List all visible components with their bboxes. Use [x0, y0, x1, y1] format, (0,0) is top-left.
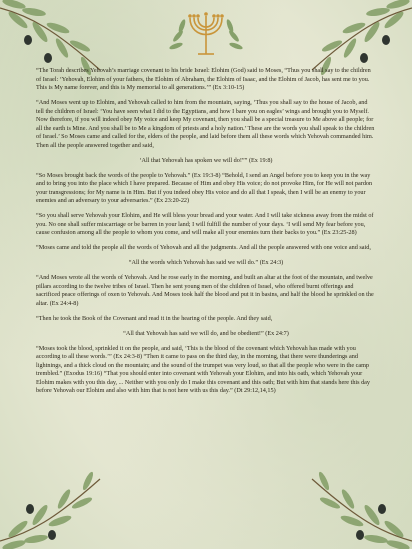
paragraph-angel: “So Moses brought back the words of the people to Yehovah.” (Ex 19:3-8) “Behold, I send an Angel before you to keep you in the way and to bring you into the place which I have prepared. Because of Him and obey His voice; do not provoke Him, for He will not pardon your transgressions; for My name is in Him. But if you indeed obey His voice and do all that I speak, then I will be an enemy to your enemies and an adversary to your adversaries.” (Ex 23:20-22)	[36, 171, 373, 205]
scripture-text	[36, 67, 376, 402]
paragraph-serve-yehovah: “So you shall serve Yehovah your Elohim, and He will bless your bread and your water. And I will take sickness away from the midst of you. No one shall suffer miscarriage or be barren in your land; I will fulfill the number of your days. ‘I will send My fear before you, cause confusion among all the people to whom you come, and will make all your enemies turn their backs to you.” (Ex 23:25-28)	[36, 212, 374, 237]
paragraph-moses-told-people: “Moses came and told the people all the words of Yehovah and all the judgments. And all the people answered with one voice and said,	[36, 244, 371, 252]
paragraph-blood-of-covenant: “Moses took the blood, sprinkled it on the people, and said, ‘This is the blood of the covenant which Yehovah has made with you according to all these words.’” (Ex 24:3-8) “Then it came to pass on the third day, in the morning, that there were thunderings and lightnings, and a thick cloud on the mountain; and the sound of the trumpet was very loud, so that all the people who were in the camp trembled.” (Exodus 19:16) “That you should enter into covenant with Yehovah your Elohim, and into his oath, which Yehovah your Elohim makes with you this day, ... Neither with you only do I make this covenant and this oath; But with him that stands here this day before Yehovah our Elohim and also with him that is not here with us this day.” (Dt 29:12,14,15)	[36, 344, 371, 395]
quote-people-response-1: ‘All that Yehovah has spoken we will do!”” (Ex 19:8)	[139, 156, 273, 164]
paragraph-altar: “And Moses wrote all the words of Yehovah. And he rose early in the morning, and built an altar at the foot of the mountain, and twelve pillars according to the twelve tribes of Israel. Then he sent young men of the children of Israel, who offered burnt offerings and sacrificed peace offerings of oxen to Yehovah. And Moses took half the blood and put it in basins, and half the blood he sprinkled on the altar. (Ex 24:4-8)	[36, 274, 374, 307]
menorah-icon	[168, 6, 244, 62]
olive-branch-icon	[0, 459, 110, 549]
quote-people-response-2: “All the words which Yehovah has said we will do.” (Ex 24:3)	[128, 259, 284, 267]
olive-branch-icon	[302, 459, 412, 549]
paragraph-book-of-covenant: “Then he took the Book of the Covenant and read it in the hearing of the people. And they said,	[36, 314, 273, 322]
quote-people-response-3: “All that Yehovah has said we will do, and be obedient!” (Ex 24:7)	[123, 329, 289, 337]
paragraph-intro: “The Torah describes Yehovah’s marriage covenant to his bride Israel: Elohim (God) said to Moses, “Thus you shall say to the children of Israel: ‘Yehovah, Elohim of your fathers, the Elohim of Abraham, the Elohim of Isaac, and the Elohim of Jacob, has sent me to you. This is My name forever, and this is My memorial to all generations.’” (Ex 3:10-15)	[36, 67, 371, 92]
paragraph-moses-mountain: “And Moses went up to Elohim, and Yehovah called to him from the mountain, saying, ‘Thus you shall say to the house of Jacob, and tell the children of Israel: ‘You have seen what I did to the Egyptians, and how I bare you on eagles’ wings and brought you to Myself. Now therefore, if you will indeed obey My voice and keep My covenant, then you shall be a special treasure to Me above all people; for all the earth is Mine. And you shall be to Me a kingdom of priests and a holy nation.’ These are the words you shall speak to the children of Israel.’ So Moses came and called for the, elders of the people, and laid before them all these words which Yehovah commanded him. Then all the people answered together and said,	[36, 99, 375, 149]
